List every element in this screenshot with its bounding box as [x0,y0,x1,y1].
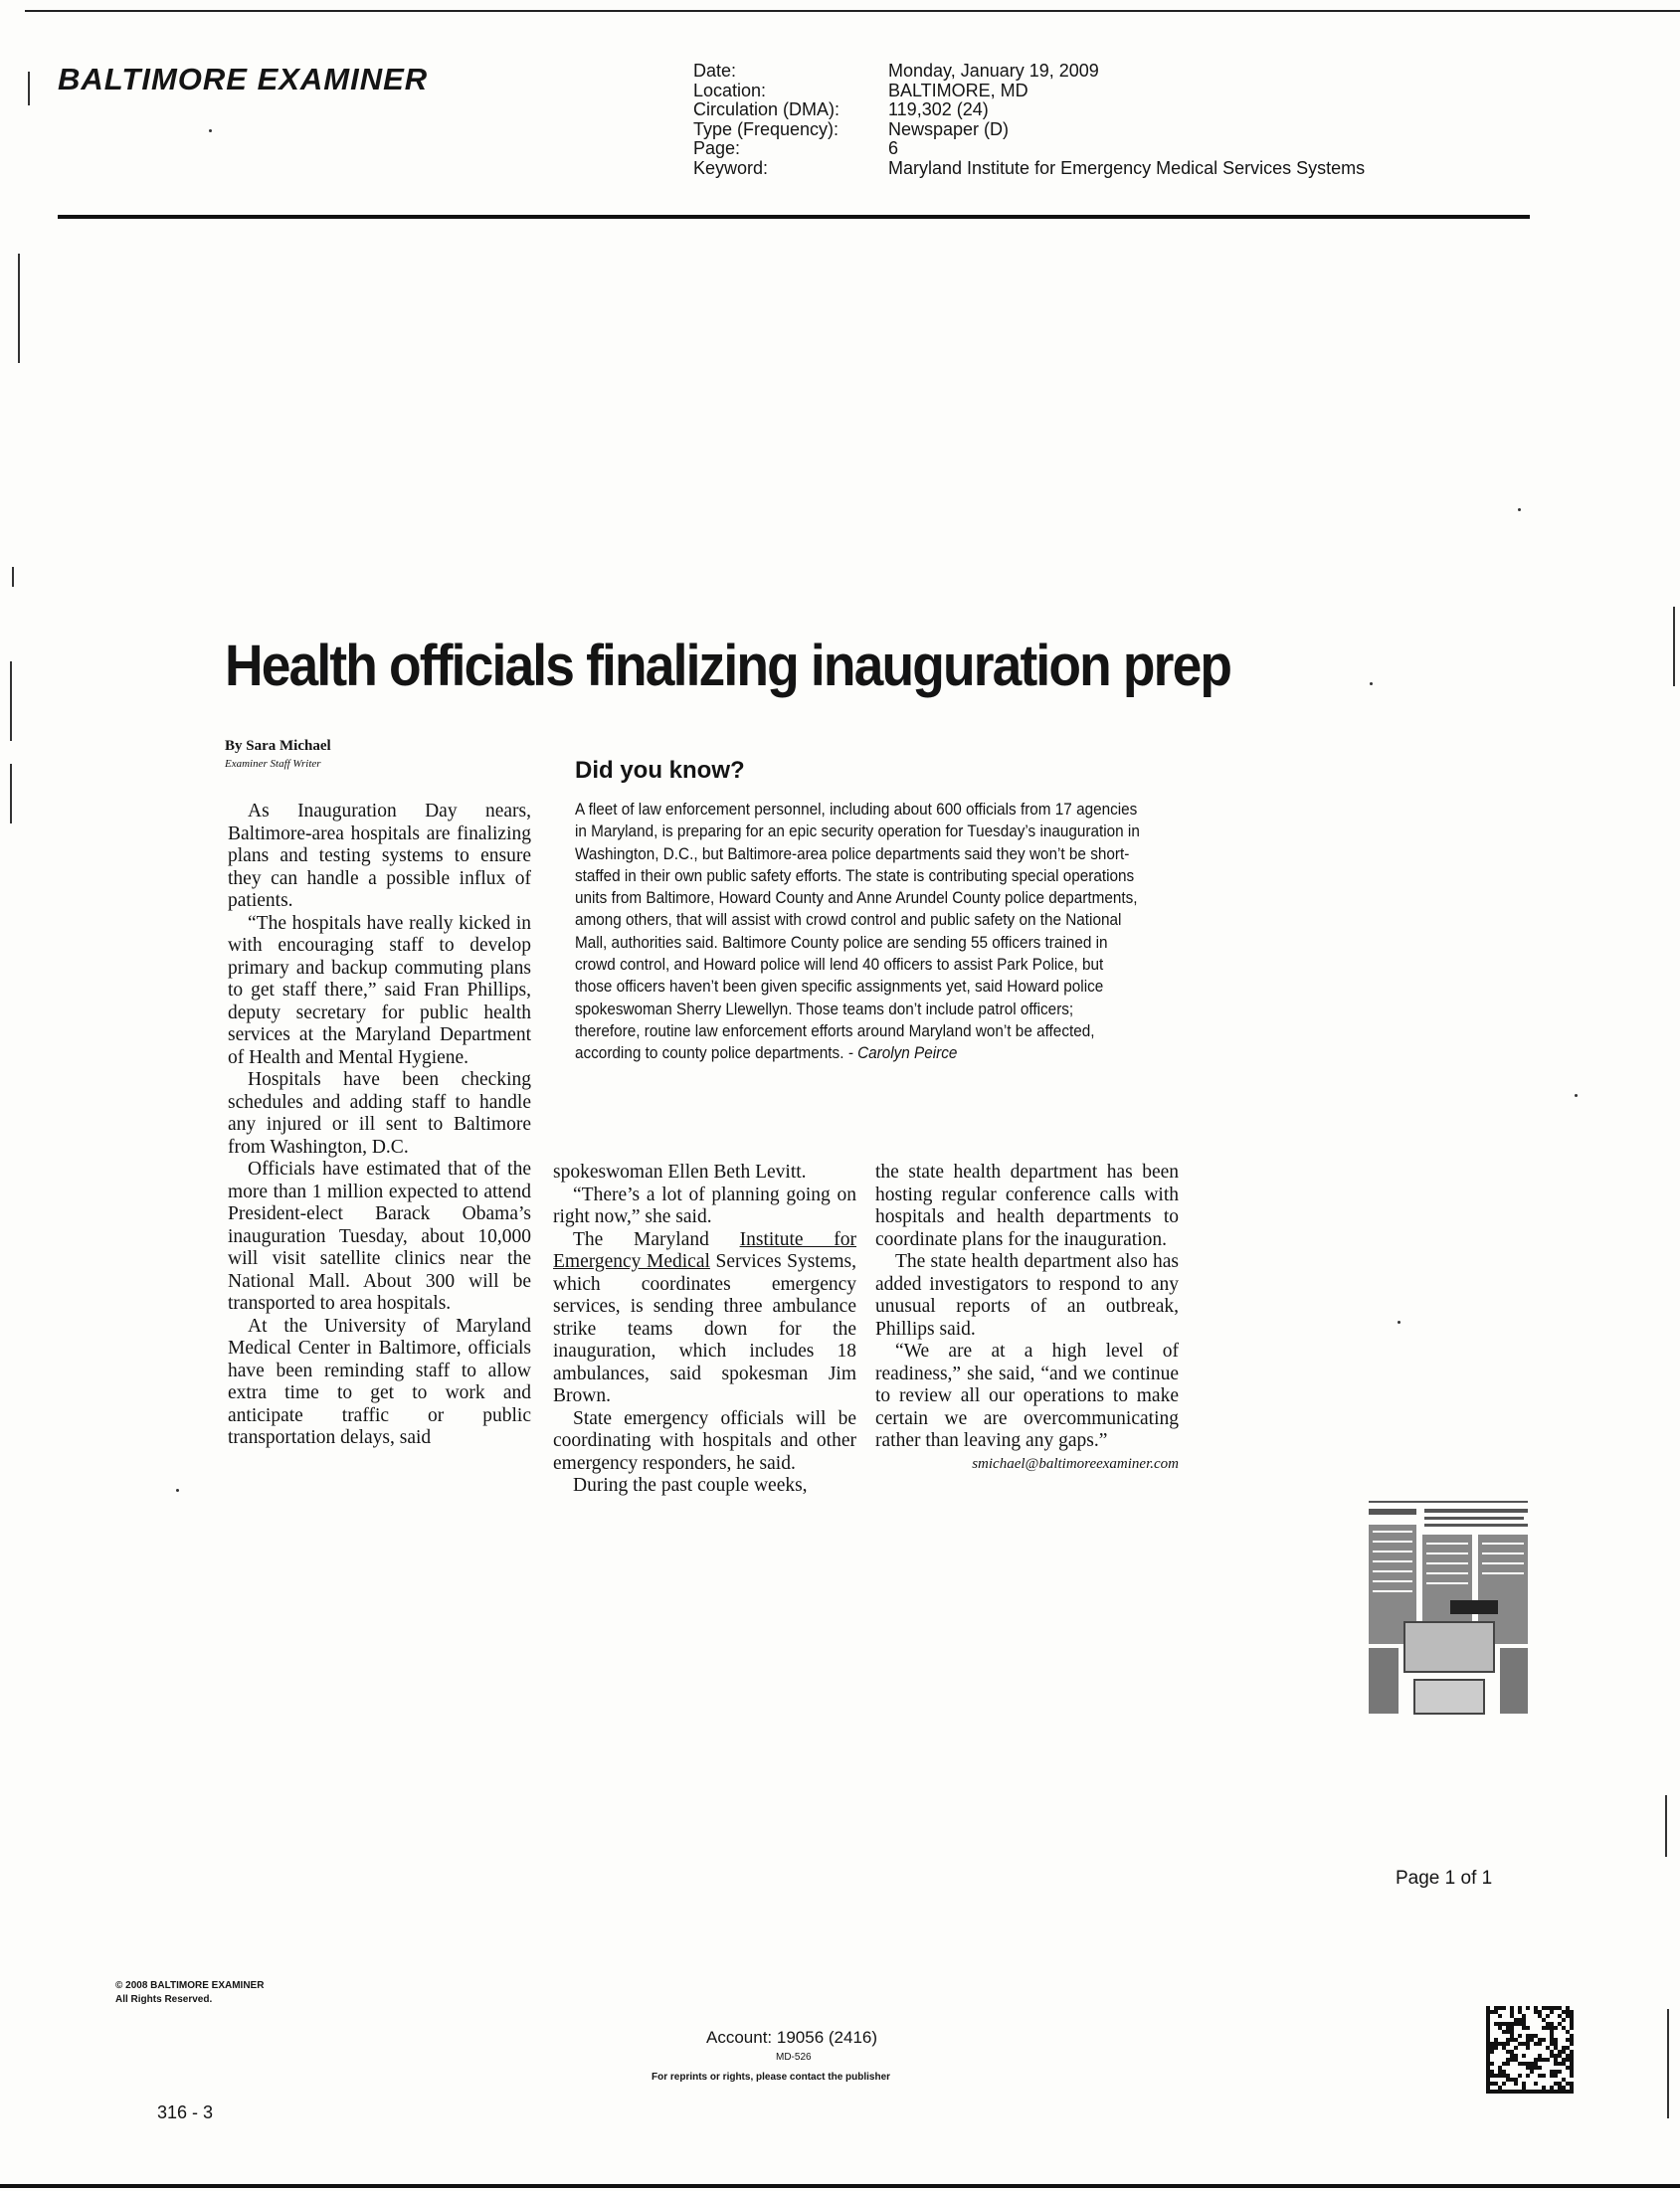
scan-mark [10,764,12,823]
meta-label: Keyword: [693,157,769,178]
article-column-1 [228,801,531,1450]
paragraph: The Maryland Institute for Emergency Medical Services Systems, which coordinates emergency services, is sending three ambulance strike teams down for the inauguration, which includes 18 ambulances, said spokesman Jim Brown. [553,1228,856,1406]
meta-value: Maryland Institute for Emergency Medical Services Systems [888,157,1366,178]
paragraph: The state health department also has added investigators to respond to any unusual reports of an outbreak, Phillips said. [875,1251,1179,1340]
publication-name: BALTIMORE EXAMINER [58,62,429,96]
scan-mark [1667,2009,1669,2118]
paragraph: “We are at a high level of readiness,” she said, “and we continue to review all our operations to make certain we are overcommunicating rather than leaving any gaps.” [875,1341,1179,1451]
page-indicator: Page 1 of 1 [1396,1868,1493,1889]
meta-label: Location: [693,80,767,100]
scan-mark [1665,1795,1667,1857]
paragraph: Hospitals have been checking schedules and adding staff to handle any injured or ill sent to Baltimore from Washington, D.C. [228,1069,531,1158]
page-thumbnail-icon [1365,1497,1532,1718]
qr-code-icon [1486,2006,1574,2094]
paragraph: the state health department has been hosting regular conference calls with hospitals and health departments to coordinate plans for the inauguration. [875,1162,1179,1250]
keyword-highlight: Institute for Emergency Medical [553,1228,856,1272]
md-code: MD-526 [776,2052,812,2063]
meta-label: Type (Frequency): [693,118,840,139]
scan-speck [176,1489,179,1492]
scan-mark [12,567,14,587]
paragraph: As Inauguration Day nears, Baltimore-area hospitals are finalizing plans and testing systems to ensure they can handle a possible influx of patients. [228,801,531,911]
article-headline: Health officials finalizing inauguration prep [225,634,1231,698]
scan-speck [1518,508,1521,511]
meta-value: 6 [888,138,899,158]
scan-mark [18,254,20,363]
sidebar-credit: - Carolyn Peirce [847,1043,958,1063]
copyright-notice: © 2008 BALTIMORE EXAMINER All Rights Reserved. [115,1980,265,2005]
article-column-3 [875,1162,1179,1475]
meta-label: Circulation (DMA): [693,99,840,119]
sidebar-heading: Did you know? [575,757,745,784]
scan-speck [1575,1094,1578,1097]
byline: By Sara Michael [225,738,331,754]
sidebar-text [575,799,1143,1065]
reprints-notice: For reprints or rights, please contact the publisher [652,2072,891,2083]
meta-value: BALTIMORE, MD [888,80,1028,100]
scan-mark [10,661,12,741]
meta-value: Newspaper (D) [888,118,1010,139]
page-bottom-rule [0,2184,1680,2188]
author-email: smichael@baltimoreexaminer.com [972,1455,1179,1472]
document-number: 316 - 3 [157,2102,214,2122]
paragraph: “There’s a lot of planning going on right now,” she said. [553,1184,856,1227]
meta-label: Date: [693,61,737,81]
paragraph: During the past couple weeks, [573,1475,808,1496]
sidebar-body: A fleet of law enforcement personnel, including about 600 officials from 17 agencies in Maryland, is preparing for an epic security operation for Tuesday’s inauguration in Washington, D.C., but Baltimore-area police departments said they won’t be short-staffed in their own public safety efforts. The state is contributing special operations units from Baltimore, Howard County and Anne Arundel County police departments, among others, that will assist with crowd control and public safety on the National Mall, authorities said. Baltimore County police are sending 55 officers trained in crowd control, and Howard police will lend 40 officers to assist Park Police, but those officers haven’t been given specific assignments yet, said Howard police spokeswoman Sherry Llewellyn. Those teams don’t include patrol officers; therefore, routine law enforcement efforts around Maryland won’t be affected, according to county police departments. [575,800,1140,1063]
scan-speck [209,129,212,132]
meta-value: 119,302 (24) [888,99,989,119]
paragraph: Officials have estimated that of the more than 1 million expected to attend President-elect Barack Obama’s inauguration Tuesday, about 10,000 will visit satellite clinics near the National Mall. About 300 will be transported to area hospitals. [228,1159,531,1314]
paragraph: At the University of Maryland Medical Center in Baltimore, officials have been reminding staff to allow extra time to get to work and anticipate traffic or public transportation delays, said [228,1315,531,1448]
scan-speck [1370,682,1373,685]
paragraph: “The hospitals have really kicked in with encouraging staff to develop primary and backup commuting plans to get staff there,” said Fran Phillips, deputy secretary for public health services at the Maryland Department of Health and Mental Hygiene. [228,912,531,1068]
account-number: Account: 19056 (2416) [706,2028,878,2047]
page-top-rule [25,10,1680,12]
article-column-2 [553,1162,856,1498]
scan-mark [28,72,30,105]
meta-value: Monday, January 19, 2009 [888,61,1099,81]
meta-label: Page: [693,138,741,158]
header-rule [58,215,1530,219]
scan-speck [1398,1321,1400,1324]
byline-title: Examiner Staff Writer [225,758,321,770]
paragraph: spokeswoman Ellen Beth Levitt. [553,1162,807,1183]
scan-mark [1673,607,1675,686]
clip-metadata [693,62,1365,178]
paragraph: State emergency officials will be coordinating with hospitals and other emergency responders, he said. [553,1407,856,1474]
